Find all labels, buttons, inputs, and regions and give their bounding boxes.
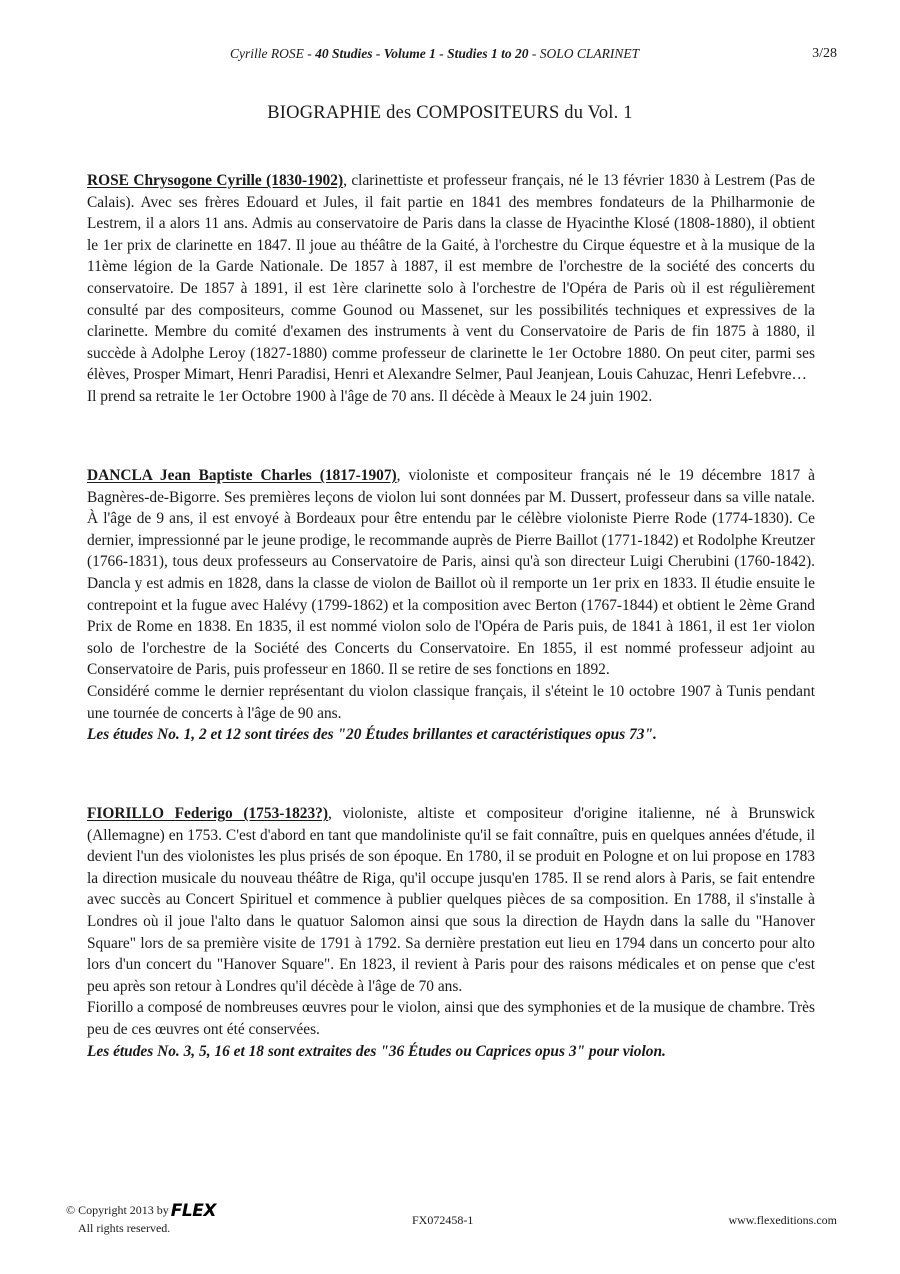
source-note: Les études No. 1, 2 et 12 sont tirées des "20 Études brillantes et caractéristiques opus 73".	[87, 726, 657, 744]
header-instrument: - SOLO CLARINET	[528, 46, 640, 61]
bio-paragraph	[87, 465, 815, 681]
bio-paragraph: Il prend sa retraite le 1er Octobre 1900 à l'âge de 70 ans. Il décède à Meaux le 24 juin 1902.	[87, 387, 653, 405]
bio-paragraph	[87, 170, 815, 386]
biography-fiorillo	[87, 803, 815, 1062]
flex-logo: FLEX	[170, 1201, 216, 1221]
running-header	[0, 46, 900, 66]
page-title: BIOGRAPHIE des COMPOSITEURS du Vol. 1	[267, 103, 633, 123]
bio-text: , violoniste et compositeur français né le 19 décembre 1817 à Bagnères-de-Bigorre. Ses premières leçons de violon lui sont données par M. Dussert, professeur dans sa ville natale. À l'âge de 9 ans, il est envoyé à Bordeaux pour être entendu par le célèbre violoniste Pierre Rode (1774-1830). Ce dernier, impressionné par le jeune prodige, le recommande auprès de Pierre Baillot (1771-1842) et Rodolphe Kreutzer (1766-1831), tous deux professeurs au Conservatoire de Paris, ainsi qu'à son directeur Luigi Cherubini (1760-1842). Dancla y est admis en 1828, dans la classe de violon de Baillot où il remporte un 1er prix en 1833. Il étudie ensuite le contrepoint et la fugue avec Halévy (1799-1862) et la composition avec Berton (1767-1844) et obtient le 2ème Grand Prix de Rome en 1838. En 1835, il est nommé violon solo de l'Opéra de Paris puis, de 1841 à 1861, il est 1er violon solo de l'orchestre de la Société des Concerts du Conservatoire. En 1855, il est nommé professeur adjoint au Conservatoire de Paris, puis professeur en 1860. Il se retire de ses fonctions en 1892.	[87, 467, 815, 679]
biography-rose	[87, 170, 815, 408]
running-title	[230, 46, 639, 62]
bio-paragraph: Considéré comme le dernier représentant du violon classique français, il s'éteint le 10 octobre 1907 à Tunis pendant une tournée de concerts à l'âge de 90 ans.	[87, 682, 815, 722]
biography-dancla	[87, 465, 815, 746]
copyright-text: © Copyright 2013 by	[66, 1203, 169, 1217]
bio-text: , clarinettiste et professeur français, né le 13 février 1830 à Lestrem (Pas de Calais). Avec ses frères Edouard et Jules, il fait partie en 1841 des membres fondateurs de la Philharmonie de Lestrem, il a alors 11 ans. Admis au conservatoire de Paris dans la classe de Hyacinthe Klosé (1808-1880), il obtient le 1er prix de clarinette en 1847. Il joue au théâtre de la Gaité, à l'orchestre du Cirque équestre et à la musique de la 11ème légion de la Garde Nationale. De 1857 à 1887, il est membre de l'orchestre de la société des concerts du conservatoire. De 1857 à 1891, il est 1ère clarinette solo à l'orchestre de l'Opéra de Paris où il est régulièrement consulté par des compositeurs, comme Gounod ou Massenet, sur les possibilités techniques et expressives de la clarinette. Membre du comité d'examen des instruments à vent du Conservatoire de Paris de fin 1875 à 1880, il succède à Adolphe Leroy (1827-1880) comme professeur de clarinette le 1er Octobre 1880. On peut citer, parmi ses élèves, Prosper Mimart, Henri Paradisi, Henri et Alexandre Selmer, Paul Jeanjean, Louis Cahuzac, Henri Lefebvre…	[87, 172, 816, 384]
page-footer	[0, 1202, 900, 1242]
copyright-block	[66, 1202, 216, 1237]
composer-name: ROSE Chrysogone Cyrille (1830-1902)	[87, 172, 344, 189]
page-number: 3/28	[812, 46, 837, 61]
composer-name: FIORILLO Federigo (1753-1823?)	[87, 805, 328, 822]
header-work: 40 Studies - Volume 1 - Studies 1 to 20	[315, 46, 529, 61]
bio-paragraph: Fiorillo a composé de nombreuses œuvres pour le violon, ainsi que des symphonies et de la musique de chambre. Très peu de ces œuvres ont été conservées.	[87, 999, 815, 1038]
rights-text: All rights reserved.	[78, 1221, 171, 1235]
bio-paragraph	[87, 803, 815, 997]
bio-text: , violoniste, altiste et compositeur d'origine italienne, né à Brunswick (Allemagne) en 1753. C'est d'abord en tant que mandoliniste qu'il se fait connaître, puis en quelques années d'étude, il devient l'un des violonistes les plus prisés de son époque. En 1780, il se produit en Pologne et on lui propose en 1783 la direction musicale du nouveau théâtre de Riga, qu'il occupe jusqu'en 1785. Il se rend alors à Paris, se fait entendre avec succès au Concert Spirituel et commence à publier quelques pièces de sa composition. En 1788, il s'installe à Londres où il joue l'alto dans le quatuor Salomon ainsi que sous la direction de Haydn dans la salle du "Hanover Square" lors de sa première visite de 1791 à 1792. Sa dernière prestation eut lieu en 1794 dans un concerto pour alto lors d'un concert du "Hanover Square". En 1823, il revient à Paris pour des raisons médicales et on pense que c'est peu après son retour à Londres qu'il décède à l'âge de 70 ans.	[87, 805, 816, 995]
composer-name: DANCLA Jean Baptiste Charles (1817-1907)	[87, 467, 397, 484]
catalog-reference: FX072458-1	[412, 1213, 474, 1227]
header-composer: Cyrille ROSE -	[230, 46, 316, 61]
website-link[interactable]: www.flexeditions.com	[728, 1213, 837, 1227]
source-note: Les études No. 3, 5, 16 et 18 sont extraites des "36 Études ou Caprices opus 3" pour violon.	[87, 1042, 666, 1060]
